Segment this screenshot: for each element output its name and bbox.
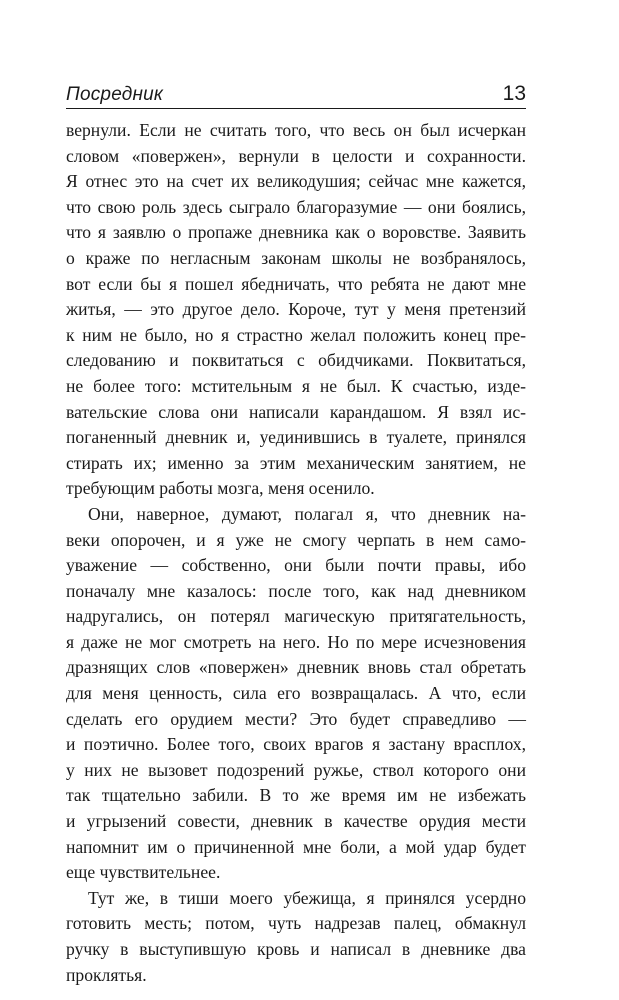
text-line: еще чувствительнее. (66, 862, 221, 883)
text-line: веки опорочен, и я уже не смогу черпать в нем само- (66, 529, 526, 550)
page-number: 13 (502, 82, 526, 105)
text-line: надругались, он потерял магическую притягательность, (66, 606, 526, 627)
text-line: так тщательно забили. В то же время им не избежать (66, 785, 526, 806)
text-line: Я отнес это на счет их великодушия; сейчас мне кажется, (66, 171, 526, 192)
text-line: Тут же, в тиши моего убежища, я принялся усердно (88, 887, 526, 908)
text-line: о краже по негласным законам школы не возбранялось, (66, 247, 526, 268)
text-line: следованию и поквитаться с обидчиками. Поквитаться, (66, 350, 526, 371)
text-line: словом «повержен», вернули в целости и сохранности. (66, 145, 526, 166)
text-line: вот если бы я пошел ябедничать, что ребята не дают мне (66, 273, 526, 294)
paragraph (66, 886, 526, 988)
text-line: напомнит им о причиненной мне боли, а мой удар будет (66, 836, 526, 857)
text-line: требующим работы мозга, меня осенило. (66, 478, 375, 499)
text-line: ручку в выступившую кровь и написал в дневнике два (66, 939, 526, 959)
text-line: готовить месть; потом, чуть надрезав палец, обмакнул (66, 913, 526, 934)
paragraph (66, 118, 526, 502)
text-line: Они, наверное, думают, полагал я, что дневник на- (88, 503, 526, 524)
text-line: к ним не было, но я страстно желал положить конец пре- (66, 324, 526, 345)
text-line: у них не вызовет подозрений ружье, ствол которого они (66, 759, 526, 780)
text-line: что я заявлю о пропаже дневника как о воровстве. Заявить (66, 222, 526, 243)
text-line: и угрызений совести, дневник в качестве орудия мести (66, 811, 526, 832)
running-title: Посредник (66, 84, 164, 105)
body-text (66, 118, 526, 988)
text-line: поганенный дневник и, уединившись в туалете, принялся (66, 427, 526, 448)
text-line: не более того: мстительным я не был. К счастью, изде- (66, 375, 526, 396)
text-line: поначалу мне казалось: после того, как над дневником (66, 580, 526, 601)
text-line: уважение — собственно, они были почти правы, ибо (66, 555, 526, 576)
text-line: житья, — это другое дело. Короче, тут у меня претензий (66, 299, 526, 320)
text-line: и поэтично. Более того, своих врагов я застану врасплох, (66, 734, 526, 755)
text-line: вернули. Если не считать того, что весь он был исчеркан (66, 120, 526, 140)
text-line: проклятья. (66, 964, 147, 985)
text-line: я даже не мог смотреть на него. Но по мере исчезновения (66, 631, 526, 652)
text-line: сделать его орудием мести? Это будет справедливо — (66, 708, 526, 729)
text-line: для меня ценность, сила его возвращалась. А что, если (66, 683, 526, 704)
text-line: стирать их; именно за этим механическим занятием, не (66, 452, 526, 473)
text-line: что свою роль здесь сыграло благоразумие — они боялись, (66, 196, 526, 217)
text-line: вательские слова они написали карандашом. Я взял ис- (66, 401, 526, 422)
paragraph (66, 502, 526, 886)
running-head (66, 76, 526, 109)
text-line: дразнящих слов «повержен» дневник вновь стал обретать (66, 657, 526, 678)
